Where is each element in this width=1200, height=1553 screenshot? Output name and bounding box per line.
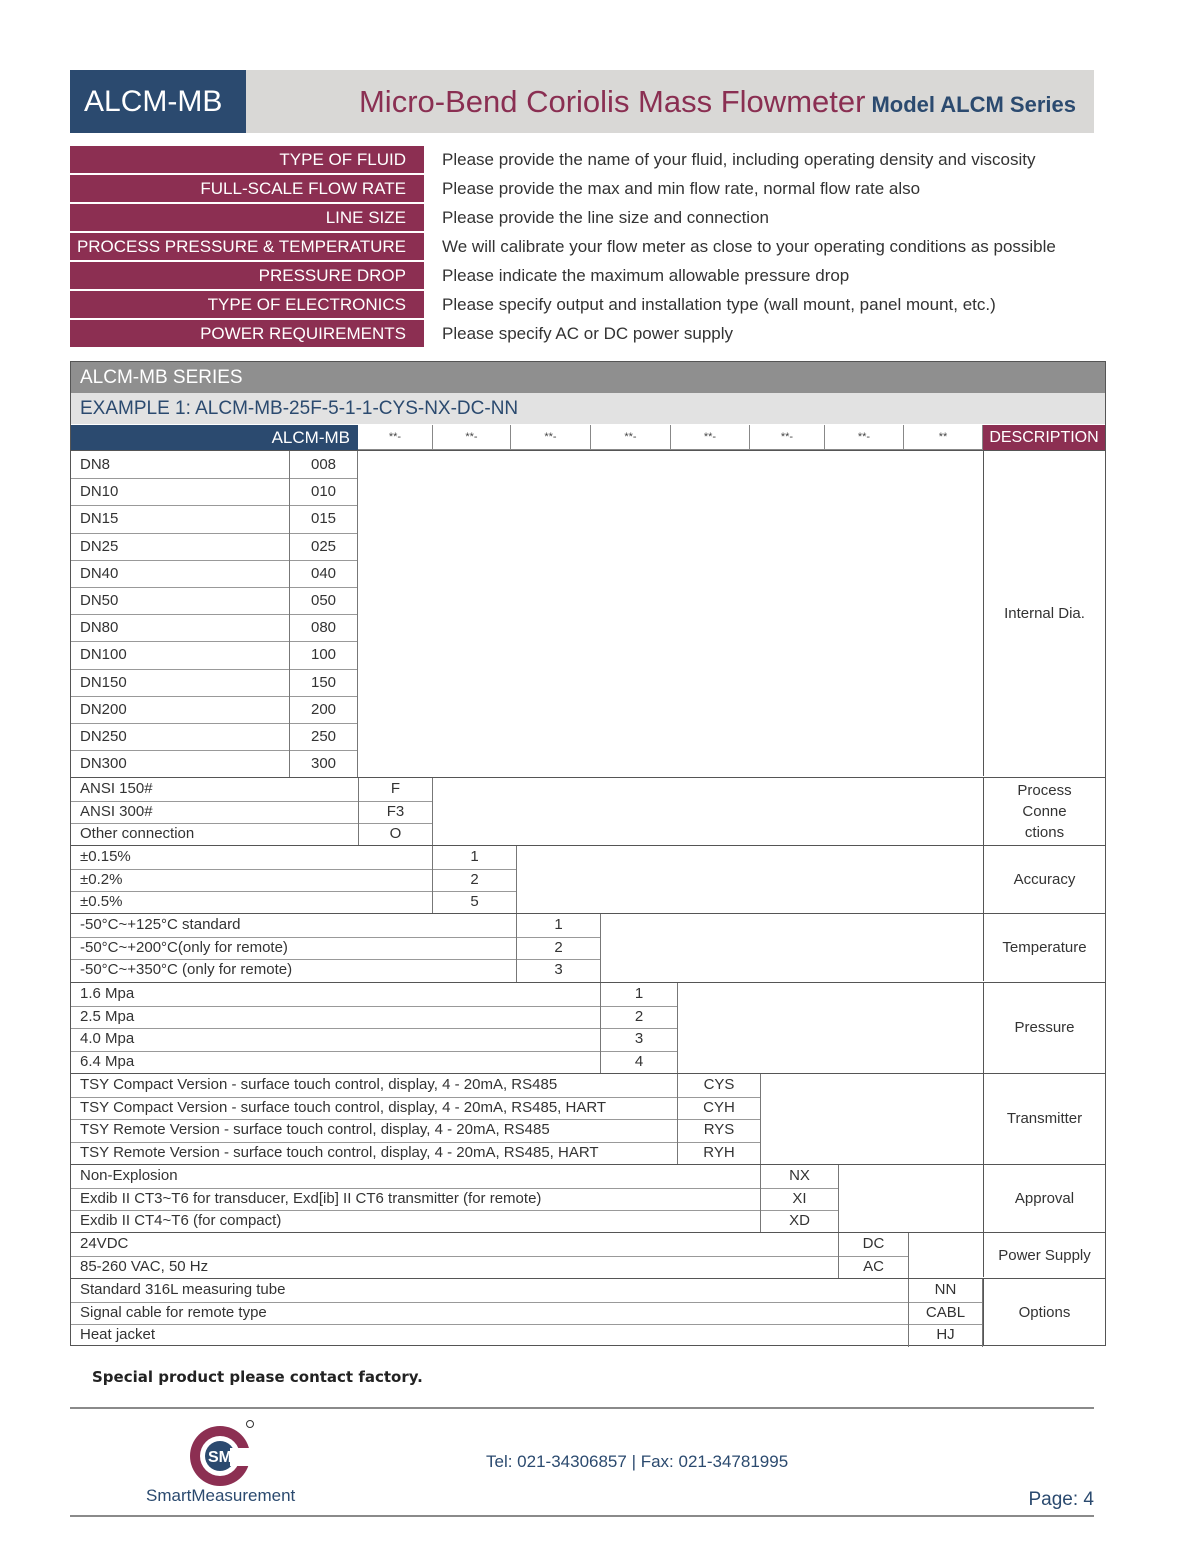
option-code: NN — [909, 1279, 983, 1302]
table-row — [71, 846, 517, 870]
requirement-row — [70, 204, 1100, 233]
option-label: TSY Compact Version - surface touch control, display, 4 - 20mA, RS485, HART — [71, 1097, 678, 1120]
option-label: TSY Remote Version - surface touch control, display, 4 - 20mA, RS485, HART — [71, 1142, 678, 1165]
requirement-text: Please provide the line size and connection — [442, 208, 769, 227]
option-code: XD — [761, 1210, 839, 1233]
requirement-label: PRESSURE DROP — [70, 262, 424, 289]
option-code: 050 — [290, 587, 358, 614]
table-row — [71, 1142, 761, 1165]
table-row — [71, 1028, 678, 1052]
option-label: TSY Remote Version - surface touch control, display, 4 - 20mA, RS485 — [71, 1119, 678, 1142]
table-section — [71, 1073, 1105, 1164]
requirement-row — [70, 146, 1100, 175]
table-row — [71, 723, 358, 751]
footer-divider-bottom — [70, 1515, 1094, 1517]
option-label: DN40 — [71, 560, 290, 587]
option-label: DN15 — [71, 505, 290, 532]
table-row — [71, 505, 358, 533]
option-code: O — [359, 823, 433, 846]
option-label: DN25 — [71, 533, 290, 560]
brand-name: SmartMeasurement — [146, 1486, 296, 1505]
option-label: DN80 — [71, 614, 290, 641]
code-position-placeholder: **- — [433, 425, 511, 450]
section-description: Internal Dia. — [983, 451, 1105, 776]
requirement-text: Please provide the name of your fluid, including operating density and viscosity — [442, 150, 1036, 169]
table-row — [71, 614, 358, 642]
requirement-text: Please specify AC or DC power supply — [442, 324, 734, 343]
table-row — [71, 937, 601, 961]
option-code: CYS — [678, 1074, 761, 1097]
option-code: 200 — [290, 696, 358, 723]
code-position-placeholder: ** — [904, 425, 983, 450]
option-code: NX — [761, 1165, 839, 1188]
table-row — [71, 983, 678, 1007]
contact-info: Tel: 021-34306857 | Fax: 021-34781995 — [486, 1452, 789, 1471]
table-section — [71, 913, 1105, 981]
section-description: Process Conne ctions — [983, 778, 1105, 845]
option-code: HJ — [909, 1324, 983, 1347]
ordering-table — [70, 361, 1106, 1346]
option-label: 2.5 Mpa — [71, 1006, 601, 1029]
option-label: DN50 — [71, 587, 290, 614]
option-label: -50°C~+350°C (only for remote) — [71, 959, 517, 982]
requirement-label: LINE SIZE — [70, 204, 424, 231]
option-label: DN250 — [71, 723, 290, 750]
series-title: ALCM-MB SERIES — [71, 362, 1105, 393]
description-header: DESCRIPTION — [983, 425, 1105, 450]
option-label: 85-260 VAC, 50 Hz — [71, 1256, 839, 1279]
table-row — [71, 801, 433, 825]
table-row — [71, 750, 358, 777]
option-label: ±0.2% — [71, 869, 433, 892]
code-position-placeholder: **- — [591, 425, 671, 450]
code-position-placeholder: **- — [825, 425, 904, 450]
table-row — [71, 1256, 909, 1279]
option-label: DN200 — [71, 696, 290, 723]
page-number: Page: 4 — [1028, 1489, 1094, 1510]
table-section — [71, 982, 1105, 1073]
option-code: 025 — [290, 533, 358, 560]
table-row — [71, 1233, 909, 1257]
table-section — [71, 450, 1105, 776]
option-label: DN100 — [71, 641, 290, 668]
page-header — [70, 70, 1094, 133]
table-row — [71, 451, 358, 479]
table-row — [71, 478, 358, 506]
special-note: Special product please contact factory. — [92, 1368, 423, 1386]
requirement-label: TYPE OF ELECTRONICS — [70, 291, 424, 318]
option-label: Standard 316L measuring tube — [71, 1279, 909, 1302]
table-row — [71, 669, 358, 697]
section-description: Approval — [983, 1165, 1105, 1232]
option-label: DN300 — [71, 750, 290, 777]
table-row — [71, 1165, 839, 1189]
requirement-label: TYPE OF FLUID — [70, 146, 424, 173]
section-description: Temperature — [983, 914, 1105, 981]
code-position-placeholder: **- — [750, 425, 825, 450]
table-row — [71, 869, 517, 893]
requirement-label: PROCESS PRESSURE & TEMPERATURE — [70, 233, 424, 260]
section-description: Power Supply — [983, 1233, 1105, 1277]
table-row — [71, 1188, 839, 1212]
table-row — [71, 914, 601, 938]
requirement-row — [70, 175, 1100, 204]
option-code: 040 — [290, 560, 358, 587]
option-label: 6.4 Mpa — [71, 1051, 601, 1074]
model-header: ALCM-MB — [71, 425, 358, 450]
option-label: TSY Compact Version - surface touch control, display, 4 - 20mA, RS485 — [71, 1074, 678, 1097]
section-description: Options — [983, 1279, 1105, 1346]
option-code: 3 — [517, 959, 601, 982]
requirement-text: Please specify output and installation type (wall mount, panel mount, etc.) — [442, 295, 996, 314]
code-position-placeholder: **- — [671, 425, 750, 450]
table-row — [71, 891, 517, 914]
page-title — [359, 70, 1076, 133]
requirement-row — [70, 320, 1100, 349]
logo-lettering: SM — [208, 1449, 232, 1466]
table-row — [71, 1210, 839, 1233]
option-label: Exdib II CT3~T6 for transducer, Exd[ib] II CT6 transmitter (for remote) — [71, 1188, 761, 1211]
table-section — [71, 845, 1105, 913]
option-code: 1 — [601, 983, 678, 1006]
option-code: 3 — [601, 1028, 678, 1051]
option-code: 300 — [290, 750, 358, 777]
option-label: Other connection — [71, 823, 359, 846]
requirement-row — [70, 291, 1100, 320]
option-code: RYH — [678, 1142, 761, 1165]
option-code: RYS — [678, 1119, 761, 1142]
table-row — [71, 1074, 761, 1098]
requirement-text: Please indicate the maximum allowable pressure drop — [442, 266, 850, 285]
table-row — [71, 1006, 678, 1030]
option-label: Exdib II CT4~T6 (for compact) — [71, 1210, 761, 1233]
option-label: ANSI 150# — [71, 778, 359, 801]
option-label: -50°C~+125°C standard — [71, 914, 517, 937]
section-description: Accuracy — [983, 846, 1105, 913]
option-code: 010 — [290, 478, 358, 505]
requirement-label: POWER REQUIREMENTS — [70, 320, 424, 347]
option-code: 2 — [517, 937, 601, 960]
option-code: 100 — [290, 641, 358, 668]
requirements-list — [70, 146, 1100, 349]
table-row — [71, 1279, 983, 1303]
table-section — [71, 777, 1105, 845]
table-row — [71, 1119, 761, 1143]
table-row — [71, 533, 358, 561]
option-code: 2 — [433, 869, 517, 892]
table-section — [71, 1164, 1105, 1232]
option-label: DN10 — [71, 478, 290, 505]
requirement-row — [70, 233, 1100, 262]
table-row — [71, 1051, 678, 1074]
option-label: Heat jacket — [71, 1324, 909, 1347]
model-code: ALCM-MB — [70, 70, 246, 133]
table-section — [71, 1232, 1105, 1277]
table-row — [71, 641, 358, 669]
table-row — [71, 1302, 983, 1326]
option-label: ANSI 300# — [71, 801, 359, 824]
table-row — [71, 959, 601, 982]
section-description: Pressure — [983, 983, 1105, 1073]
option-code: 250 — [290, 723, 358, 750]
option-code: XI — [761, 1188, 839, 1211]
option-code: 4 — [601, 1051, 678, 1074]
option-code: 1 — [433, 846, 517, 869]
option-code: DC — [839, 1233, 909, 1256]
example-code: EXAMPLE 1: ALCM-MB-25F-5-1-1-CYS-NX-DC-NN — [71, 393, 1105, 424]
option-label: 24VDC — [71, 1233, 839, 1256]
option-code: 150 — [290, 669, 358, 696]
option-code: CYH — [678, 1097, 761, 1120]
section-description: Transmitter — [983, 1074, 1105, 1164]
option-label: -50°C~+200°C(only for remote) — [71, 937, 517, 960]
table-row — [71, 823, 433, 846]
table-row — [71, 1324, 983, 1347]
column-header-row — [71, 425, 1105, 450]
requirement-row — [70, 262, 1100, 291]
option-label: ±0.5% — [71, 891, 433, 914]
option-code: 5 — [433, 891, 517, 914]
title-sub: Model ALCM Series — [871, 92, 1076, 117]
option-code: 080 — [290, 614, 358, 641]
footer-divider-top — [70, 1407, 1094, 1409]
option-code: 2 — [601, 1006, 678, 1029]
table-row — [71, 1097, 761, 1121]
option-label: 4.0 Mpa — [71, 1028, 601, 1051]
option-label: Signal cable for remote type — [71, 1302, 909, 1325]
option-label: ±0.15% — [71, 846, 433, 869]
table-section — [71, 1278, 1105, 1346]
title-main: Micro-Bend Coriolis Mass Flowmeter — [358, 84, 866, 119]
option-code: 1 — [517, 914, 601, 937]
table-row — [71, 696, 358, 724]
option-label: DN8 — [71, 451, 290, 478]
option-code: CABL — [909, 1302, 983, 1325]
option-code: 015 — [290, 505, 358, 532]
option-label: Non-Explosion — [71, 1165, 761, 1188]
requirement-text: We will calibrate your flow meter as close to your operating conditions as possible — [442, 237, 1056, 256]
requirement-text: Please provide the max and min flow rate, normal flow rate also — [442, 179, 921, 198]
option-code: F3 — [359, 801, 433, 824]
table-row — [71, 778, 433, 802]
requirement-label: FULL-SCALE FLOW RATE — [70, 175, 424, 202]
option-label: DN150 — [71, 669, 290, 696]
option-code: 008 — [290, 451, 358, 478]
option-label: 1.6 Mpa — [71, 983, 601, 1006]
smartmeasurement-logo-icon — [184, 1418, 256, 1490]
code-position-placeholder: **- — [358, 425, 433, 450]
table-row — [71, 560, 358, 588]
code-position-placeholder: **- — [511, 425, 591, 450]
option-code: F — [359, 778, 433, 801]
table-row — [71, 587, 358, 615]
option-code: AC — [839, 1256, 909, 1279]
